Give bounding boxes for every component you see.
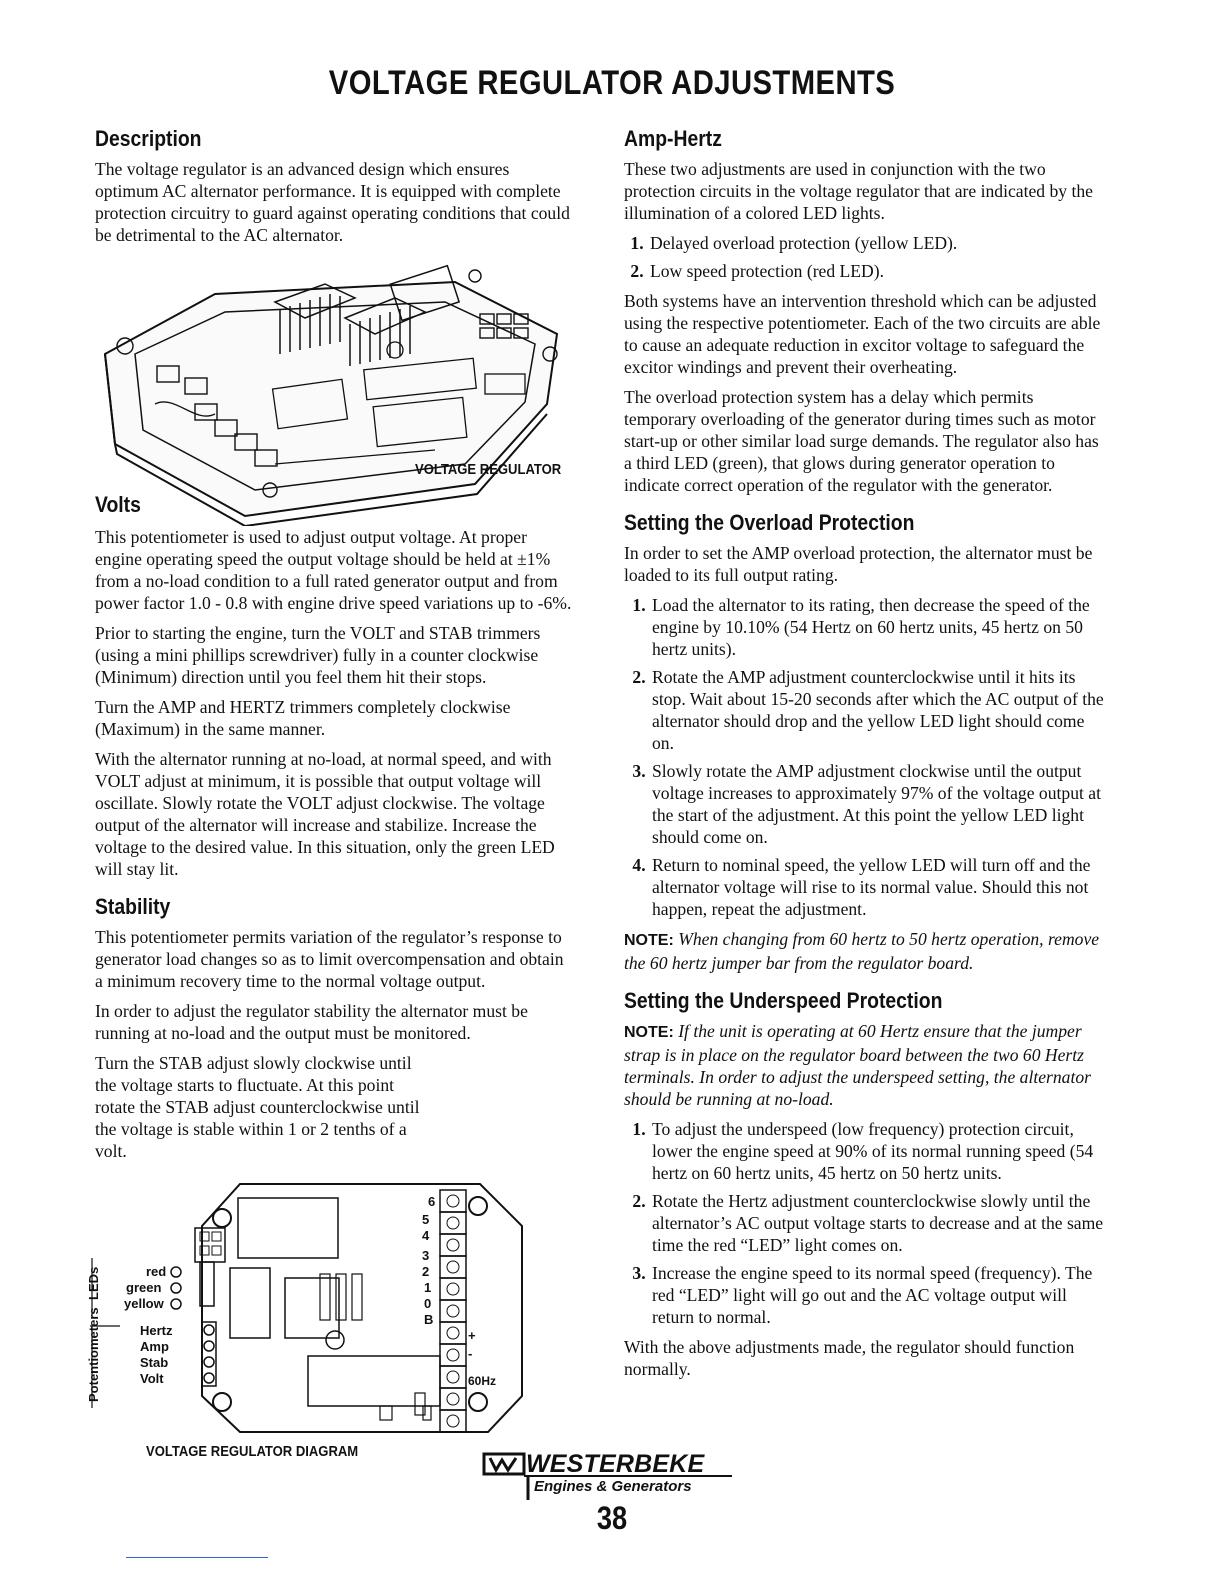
terminal-5: 5: [422, 1212, 430, 1227]
stability-heading: Stability: [95, 894, 171, 919]
volts-paragraph-3: Turn the AMP and HERTZ trimmers completely clockwise (Maximum) in the same manner.: [95, 697, 511, 739]
list-item: 3. Increase the engine speed to its normal speed (frequency). The red “LED” light will go out and the AC voltage output will return to normal.: [650, 1262, 1106, 1328]
regulator-drawing: [95, 254, 573, 526]
logo-name: WESTERBEKE: [526, 1450, 705, 1478]
note-text: If the unit is operating at 60 Hertz ensure that the jumper strap is in place on the regulator board between the two 60 Hertz terminals. In order to adjust the underspeed setting, the alternator should be running at no-load.: [624, 1021, 1092, 1109]
terminal-minus: -: [468, 1346, 473, 1361]
description-heading: Description: [95, 126, 202, 151]
underspeed-heading: Setting the Underspeed Protection: [624, 988, 943, 1013]
note-label: NOTE:: [624, 1024, 674, 1041]
diagram-caption: VOLTAGE REGULATOR DIAGRAM: [146, 1444, 359, 1460]
amp-hertz-paragraph-2: The overload protection system has a delay which permits temporary overloading of the generator during times such as motor start-up or other similar load surge demands. The regulator also has a third LED (green), that glows during generator operation to indicate correct operation of the regulator with the generator.: [624, 387, 1099, 495]
voltage-regulator-diagram: [86, 1178, 530, 1468]
stability-paragraph-3: Turn the STAB adjust slowly clockwise until the voltage starts to fluctuate. At this point rotate the STAB adjust counterclockwise until the voltage is stable within 1 or 2 tenths of a volt.: [95, 1053, 420, 1161]
terminal-1: 1: [424, 1280, 432, 1295]
terminal-4: 4: [422, 1228, 430, 1243]
terminal-plus: +: [468, 1328, 476, 1343]
potentiometers-label: Potentiometers: [86, 1307, 101, 1402]
page-number: 38: [596, 1500, 628, 1536]
leds-label: LEDs: [86, 1266, 101, 1300]
underspeed-closing: With the above adjustments made, the regulator should function normally.: [624, 1337, 1075, 1379]
list-item: 2. Rotate the AMP adjustment counterclockwise until it hits its stop. Wait about 15-20 seconds after which the AC output of the alternator should drop and the yellow LED light should come on.: [650, 666, 1106, 754]
hz-jumper-label: 60Hz: [468, 1374, 497, 1388]
volts-paragraph-1: This potentiometer is used to adjust output voltage. At proper engine operating speed the output voltage should be held at ±1% from a no-load condition to a full rated generator output and from power factor 1.0 - 0.8 with engine drive speed variations up to -6%.: [95, 527, 572, 613]
pot-hertz-label: Hertz: [140, 1323, 173, 1338]
bottom-rule: [126, 1557, 268, 1558]
description-text: The voltage regulator is an advanced design which ensures optimum AC alternator performance. It is equipped with complete protection circuitry to guard against operating conditions that could be detrimental to the AC alternator.: [95, 159, 570, 245]
overload-steps: [624, 594, 1106, 920]
pot-amp-label: Amp: [140, 1339, 169, 1354]
list-item: 1. Delayed overload protection (yellow LED).: [648, 232, 1106, 254]
underspeed-steps: [624, 1118, 1106, 1328]
terminal-2: 2: [422, 1264, 430, 1279]
overload-note: [624, 928, 1106, 974]
list-item: 4. Return to nominal speed, the yellow LED will turn off and the alternator voltage will rise to its normal value. Should this not happen, repeat the adjustment.: [650, 854, 1106, 920]
volts-paragraph-4: With the alternator running at no-load, at normal speed, and with VOLT adjust at minimum, it is possible that output voltage will oscillate. Slowly rotate the VOLT adjust clockwise. The voltage output of the alternator will increase and stabilize. Increase the voltage to the desired value. In this situation, only the green LED will stay lit.: [95, 749, 555, 879]
pot-volt-label: Volt: [140, 1371, 164, 1386]
terminal-6: 6: [428, 1194, 436, 1209]
left-column: [95, 126, 573, 1170]
note-text: When changing from 60 hertz to 50 hertz operation, remove the 60 hertz jumper bar from the regulator board.: [624, 929, 1100, 973]
overload-heading: Setting the Overload Protection: [624, 510, 915, 535]
led-green-label: green: [126, 1280, 162, 1295]
stability-paragraph-2: In order to adjust the regulator stability the alternator must be running at no-load and the output must be monitored.: [95, 1001, 528, 1043]
terminal-0: 0: [424, 1296, 432, 1311]
overload-intro: In order to set the AMP overload protection, the alternator must be loaded to its full output rating.: [624, 543, 1093, 585]
amp-hertz-heading: Amp-Hertz: [624, 126, 722, 151]
page-title: VOLTAGE REGULATOR ADJUSTMENTS: [328, 64, 896, 102]
underspeed-note: [624, 1020, 1106, 1110]
terminal-b: B: [424, 1312, 434, 1327]
led-red-label: red: [146, 1264, 167, 1279]
amp-hertz-intro: These two adjustments are used in conjunction with the two protection circuits in the voltage regulator that are indicated by the illumination of a colored LED lights.: [624, 159, 1093, 223]
terminal-3: 3: [422, 1248, 430, 1263]
amp-hertz-list: [624, 232, 1106, 282]
logo-subtitle: Engines & Generators: [534, 1478, 692, 1495]
list-item: 2. Low speed protection (red LED).: [648, 260, 1106, 282]
voltage-regulator-caption: VOLTAGE REGULATOR: [415, 462, 562, 478]
pot-stab-label: Stab: [140, 1355, 169, 1370]
led-yellow-label: yellow: [124, 1296, 164, 1311]
volts-heading: Volts: [95, 492, 141, 517]
volts-paragraph-2: Prior to starting the engine, turn the VOLT and STAB trimmers (using a mini phillips screwdriver) fully in a counter clockwise (Minimum) direction until you feel them hit their stops.: [95, 623, 541, 687]
list-item: 3. Slowly rotate the AMP adjustment clockwise until the output voltage increases to approximately 97% of the voltage output at the start of the adjustment. At this point the yellow LED light should come on.: [650, 760, 1106, 848]
stability-paragraph-1: This potentiometer permits variation of the regulator’s response to generator load changes so as to limit overcompensation and obtain a minimum recovery time to the normal voltage output.: [95, 927, 564, 991]
list-item: 1. Load the alternator to its rating, then decrease the speed of the engine by 10.10% (54 Hertz on 60 hertz units, 45 hertz on 50 hertz units).: [650, 594, 1106, 660]
right-column: [624, 126, 1106, 1388]
voltage-regulator-illustration: [95, 254, 573, 526]
list-item: 2. Rotate the Hertz adjustment counterclockwise slowly until the alternator’s AC output voltage starts to decrease and at the same time the red “LED” light comes on.: [650, 1190, 1106, 1256]
amp-hertz-paragraph-1: Both systems have an intervention threshold which can be adjusted using the respective potentiometer. Each of the two circuits are able to cause an adequate reduction in excitor voltage to safeguard the excitor windings and prevent their overheating.: [624, 291, 1101, 377]
list-item: 1. To adjust the underspeed (low frequency) protection circuit, lower the engine speed at 90% of its normal running speed (54 hertz on 60 hertz units, 45 hertz on 50 hertz units.: [650, 1118, 1106, 1184]
note-label: NOTE:: [624, 932, 674, 949]
westerbeke-logo: [480, 1448, 740, 1508]
